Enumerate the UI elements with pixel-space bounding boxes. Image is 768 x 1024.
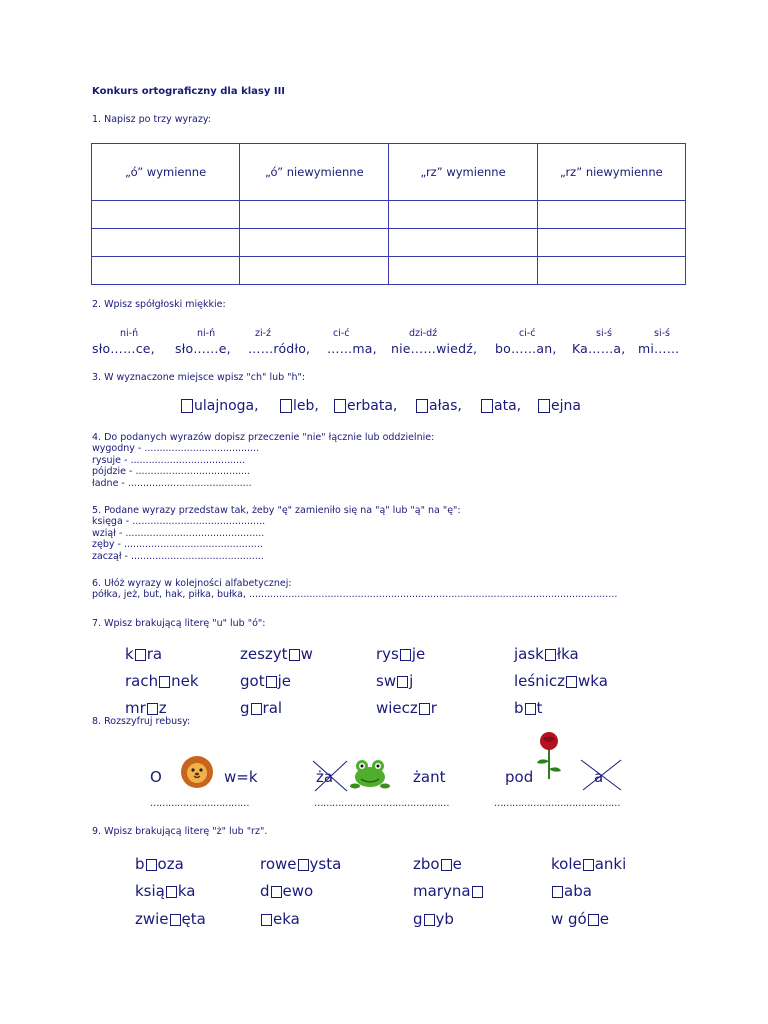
q7-label: 7. Wpisz brakującą literę "u" lub "ó": [92, 618, 266, 629]
q1-label: 1. Napisz po trzy wyrazy: [92, 114, 211, 125]
q9-word-end: yb [435, 910, 454, 928]
q7-word [240, 672, 291, 690]
rebus-answer-line[interactable]: …………………………… [150, 798, 249, 809]
table-cell[interactable] [537, 257, 685, 285]
rebus-letter: O [150, 768, 162, 786]
q5-line: wziął - .............................................. [92, 527, 265, 539]
answer-box[interactable] [170, 914, 181, 926]
answer-box[interactable] [298, 859, 309, 871]
q2-word: Ka……a, [572, 341, 626, 356]
answer-box[interactable] [424, 914, 435, 926]
q7-word-start: leśnicz [514, 672, 566, 690]
q9-word [551, 855, 626, 873]
q7-word [376, 699, 437, 717]
q9-word [413, 855, 462, 873]
q3-word: ata, [480, 398, 521, 414]
q9-word [413, 910, 454, 928]
table-cell[interactable] [240, 257, 389, 285]
q2-word: ……ma, [327, 341, 377, 356]
q1-header-o-niewymienne: „ó” niewymienne [240, 144, 389, 201]
q7-word [514, 645, 579, 663]
answer-box[interactable] [588, 914, 599, 926]
answer-box[interactable] [441, 859, 452, 871]
q7-word [125, 672, 199, 690]
answer-box[interactable] [261, 914, 272, 926]
q6-label: 6. Ułóż wyrazy w kolejności alfabetycznej: [92, 578, 292, 589]
q9-word [135, 882, 196, 900]
q9-word [260, 882, 313, 900]
q9-word [551, 910, 609, 928]
q3-word: erbata, [333, 398, 397, 414]
rebus-equation: w=k [224, 768, 258, 786]
q7-word-start: mr [125, 699, 146, 717]
q9-word-start: maryna [413, 882, 471, 900]
answer-box[interactable] [525, 703, 536, 715]
q7-word-end: z [158, 699, 167, 717]
q9-word [135, 910, 206, 928]
q7-word-start: rach [125, 672, 159, 690]
q2-hint: ni-ń [120, 328, 139, 339]
q3-word: ejna [537, 398, 581, 414]
rebus-answer-line[interactable]: ……………………………………… [314, 798, 449, 809]
q7-word [125, 645, 162, 663]
q3-word: ulajnoga, [180, 398, 259, 414]
answer-box[interactable] [472, 886, 483, 898]
q7-word-start: sw [376, 672, 397, 690]
q7-word-start: rys [376, 645, 399, 663]
q7-word-end: je [277, 672, 291, 690]
rebus-text: żant [413, 768, 446, 786]
table-cell[interactable] [537, 201, 685, 229]
q7-word-end: je [411, 645, 426, 663]
cross-out-mark [578, 757, 624, 793]
q9-word-end: e [452, 855, 462, 873]
table-cell[interactable] [389, 201, 537, 229]
answer-box[interactable] [181, 399, 193, 413]
answer-box[interactable] [552, 886, 563, 898]
q7-word [514, 672, 608, 690]
q2-hint: ni-ń [197, 328, 216, 339]
q9-word-end: oza [157, 855, 184, 873]
q2-hint: si-ś [596, 328, 612, 339]
q7-word [514, 699, 542, 717]
q2-hint: ci-ć [519, 328, 536, 339]
lion-icon [180, 754, 214, 790]
q9-word-start: zbo [413, 855, 440, 873]
q1-table [91, 143, 686, 285]
q9-word-start: b [135, 855, 145, 873]
q7-word-end: ral [262, 699, 283, 717]
q9-word-start: w gó [551, 910, 587, 928]
q9-word-end: ysta [309, 855, 342, 873]
q9-word [135, 855, 184, 873]
q7-word-start: b [514, 699, 524, 717]
answer-box[interactable] [166, 886, 177, 898]
q1-header-rz-niewymienne: „rz” niewymienne [537, 144, 685, 201]
answer-box[interactable] [159, 676, 170, 688]
q4-line: wygodny - ...................................... [92, 443, 260, 455]
q9-word-start: rowe [260, 855, 297, 873]
q7-word-start: g [240, 699, 250, 717]
q5-label: 5. Podane wyrazy przedstaw tak, żeby "ę" zamieniło się na "ą" lub "ą" na "ę": [92, 505, 461, 516]
q7-word-start: jask [514, 645, 544, 663]
q7-word-end: wka [578, 672, 608, 690]
q7-word-end: r [430, 699, 437, 717]
q4-block [92, 432, 434, 489]
answer-box[interactable] [545, 649, 556, 661]
q9-word [260, 910, 300, 928]
q2-label: 2. Wpisz spółgłoski miękkie: [92, 299, 226, 310]
q2-word: ……ródło, [248, 341, 311, 356]
table-cell[interactable] [389, 257, 537, 285]
rebus-crossed-text: a [594, 768, 604, 786]
q9-word-start: zwie [135, 910, 169, 928]
worksheet-title: Konkurs ortograficzny dla klasy III [92, 86, 286, 97]
q6-line: półka, jeż, but, hak, piłka, bułka, .......................................................................................................................... [92, 589, 618, 601]
q1-header-o-wymienne: „ó” wymienne [92, 144, 240, 201]
answer-box[interactable] [416, 399, 428, 413]
answer-box[interactable] [334, 399, 346, 413]
answer-box[interactable] [271, 886, 282, 898]
table-cell[interactable] [537, 229, 685, 257]
q2-word: sło……ce, [92, 341, 155, 356]
q7-word [240, 699, 282, 717]
answer-box[interactable] [566, 676, 577, 688]
q7-word-end: j [409, 672, 414, 690]
rebus-text: pod [505, 768, 534, 786]
frog-icon [349, 757, 391, 791]
q4-line: pójdzie - ...................................... [92, 466, 251, 478]
answer-box[interactable] [583, 859, 594, 871]
q7-word-end: łka [556, 645, 579, 663]
q7-word [240, 645, 313, 663]
q3-label: 3. W wyznaczone miejsce wpisz "ch" lub "h": [92, 372, 306, 383]
q9-word-start: d [260, 882, 270, 900]
answer-box[interactable] [289, 649, 300, 661]
q9-word-start: ksią [135, 882, 165, 900]
answer-box[interactable] [147, 703, 158, 715]
q2-word: sło……e, [175, 341, 231, 356]
q9-word-end: aba [564, 882, 592, 900]
q4-line: rysuje - ...................................... [92, 454, 246, 466]
q7-word-end: ra [146, 645, 163, 663]
answer-box[interactable] [251, 703, 262, 715]
q2-hint: si-ś [654, 328, 670, 339]
q2-word: nie……wiedź, [391, 341, 478, 356]
q6-block [92, 578, 617, 601]
answer-box[interactable] [538, 399, 550, 413]
cross-out-mark [310, 758, 350, 794]
q7-word [376, 645, 425, 663]
table-cell[interactable] [240, 201, 389, 229]
q7-word-end: t [536, 699, 543, 717]
q9-word-end: e [599, 910, 609, 928]
q2-hint: zi-ź [255, 328, 272, 339]
rebus-crossed-text: ża [316, 768, 334, 786]
answer-box[interactable] [280, 399, 292, 413]
q3-word: ałas, [415, 398, 462, 414]
q2-word: mi…… [638, 341, 680, 356]
q7-word-start: k [125, 645, 134, 663]
answer-box[interactable] [146, 859, 157, 871]
q9-label: 9. Wpisz brakującą literę "ż" lub "rz". [92, 826, 268, 837]
q7-word-start: wiecz [376, 699, 418, 717]
q7-word [376, 672, 413, 690]
q2-word: bo……an, [495, 341, 557, 356]
table-cell[interactable] [92, 229, 240, 257]
q4-line: ładne - ......................................... [92, 477, 252, 489]
q2-hint: dzi-dź [409, 328, 438, 339]
answer-box[interactable] [481, 399, 493, 413]
q9-word [260, 855, 341, 873]
q7-word-end: nek [171, 672, 199, 690]
q8-label: 8. Rozszyfruj rebusy: [92, 716, 191, 727]
answer-box[interactable] [397, 676, 408, 688]
q9-word [413, 882, 484, 900]
q1-header-rz-wymienne: „rz” wymienne [389, 144, 537, 201]
table-cell[interactable] [92, 257, 240, 285]
q5-line: zęby - .............................................. [92, 539, 263, 551]
q5-line: księga - ............................................ [92, 516, 266, 528]
q3-word: leb, [279, 398, 319, 414]
rebus-answer-line[interactable]: …………………………………… [494, 798, 620, 809]
q9-word-start: g [413, 910, 423, 928]
q7-word [125, 699, 167, 717]
q9-word-end: anki [594, 855, 627, 873]
table-cell[interactable] [240, 229, 389, 257]
q9-word-end: ka [177, 882, 196, 900]
q5-line: zaczął - ............................................ [92, 550, 264, 562]
rose-icon [532, 729, 566, 781]
q7-word-start: got [240, 672, 265, 690]
answer-box[interactable] [419, 703, 430, 715]
q9-word [551, 882, 592, 900]
q7-word-end: w [300, 645, 313, 663]
answer-box[interactable] [266, 676, 277, 688]
q9-word-end: ewo [282, 882, 314, 900]
q9-word-start: kole [551, 855, 582, 873]
answer-box[interactable] [400, 649, 411, 661]
table-cell[interactable] [389, 229, 537, 257]
q9-word-end: eka [273, 910, 300, 928]
table-cell[interactable] [92, 201, 240, 229]
q7-word-start: zeszyt [240, 645, 288, 663]
answer-box[interactable] [135, 649, 146, 661]
q2-hint: ci-ć [333, 328, 350, 339]
q5-block [92, 505, 461, 562]
q4-label: 4. Do podanych wyrazów dopisz przeczenie "nie" łącznie lub oddzielnie: [92, 432, 435, 443]
q9-word-end: ęta [181, 910, 206, 928]
